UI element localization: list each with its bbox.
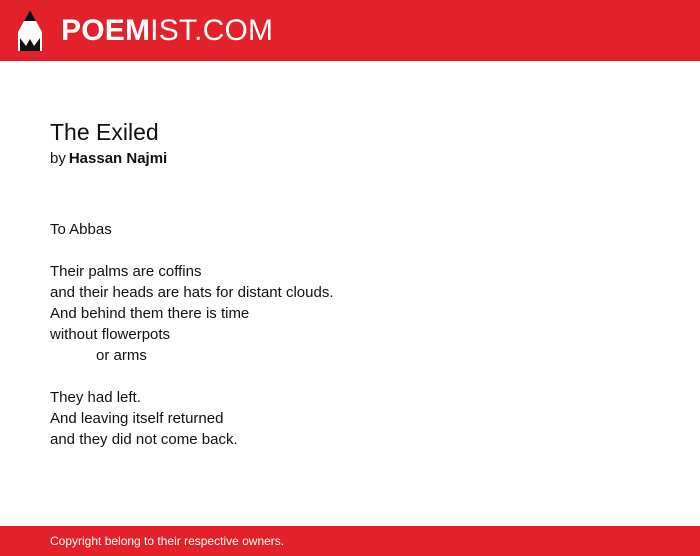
poem-author: Hassan Najmi: [68, 150, 168, 167]
by-label: by: [50, 150, 66, 167]
stanza-break: [50, 240, 650, 261]
poem-line: They had left.: [50, 389, 141, 406]
logo-text-light: IST.COM: [150, 14, 274, 47]
poem-line: without flowerpots: [50, 326, 171, 343]
poem-body: [50, 219, 650, 450]
poem-line-indented: or arms: [96, 347, 147, 364]
logo-text-bold: POEM: [61, 14, 151, 47]
site-header: [0, 0, 700, 61]
site-logo-link[interactable]: [16, 8, 273, 54]
stanza-break: [50, 366, 650, 387]
poem-byline: [50, 148, 650, 170]
site-footer: [0, 526, 700, 556]
poem-line: And behind them there is time: [50, 305, 250, 322]
poem-dedication: To Abbas: [50, 221, 112, 238]
poem-line: Their palms are coffins: [50, 263, 202, 280]
copyright-notice: Copyright belong to their respective owners.: [50, 534, 285, 548]
poem-line: and they did not come back.: [50, 431, 238, 448]
site-logo-text: [61, 8, 273, 54]
pencil-logo-icon: [16, 8, 44, 54]
poem-title: The Exiled: [50, 119, 159, 145]
poem-content: [50, 116, 650, 450]
poem-line: And leaving itself returned: [50, 410, 224, 427]
poem-line: and their heads are hats for distant clouds.: [50, 284, 334, 301]
